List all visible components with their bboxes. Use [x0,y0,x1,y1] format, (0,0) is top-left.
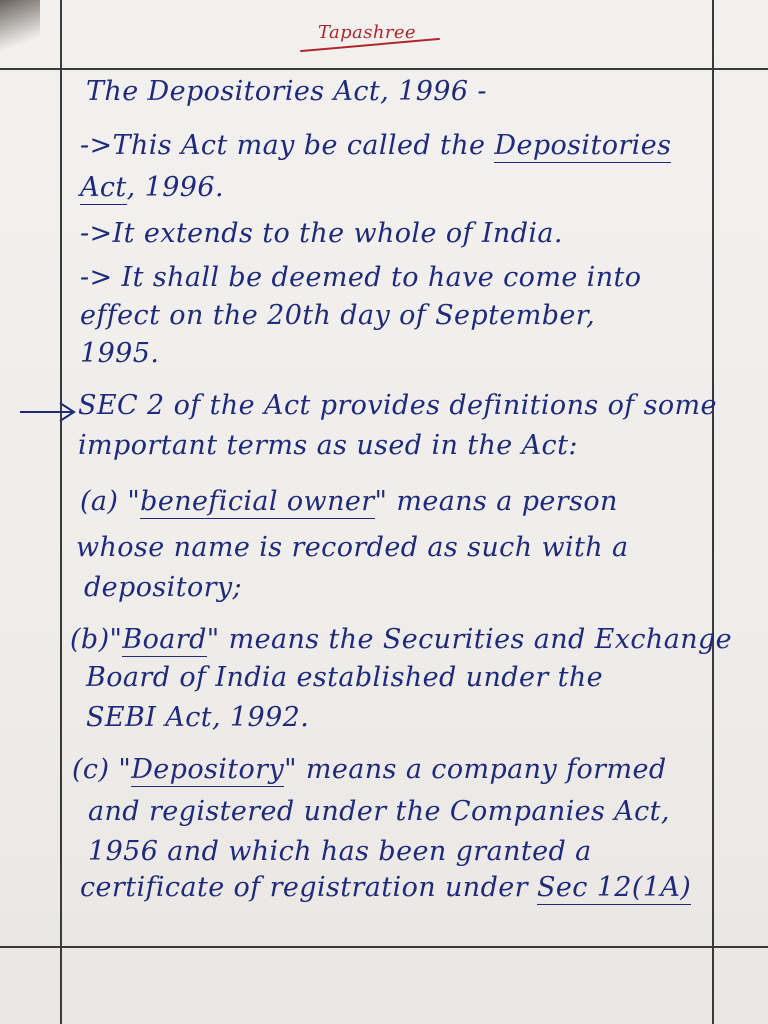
text-line: SEC 2 of the Act provides definitions of some [78,390,717,421]
text-line: Board of India established under the [86,662,604,693]
text-line [80,872,691,903]
text-line: SEBI Act, 1992. [86,702,310,733]
underlined-text: Depository [131,754,285,785]
text-line: effect on the 20th day of September, [80,300,596,331]
right-margin-line [712,0,714,1024]
heading-line: The Depositories Act, 1996 - [86,76,487,107]
text-line [80,130,671,161]
underlined-text: Depositories [494,130,672,161]
underlined-text: Board [122,624,207,655]
text-line [80,172,224,203]
text-line: and registered under the Companies Act, [88,796,670,827]
text-line: depository; [84,572,243,603]
text-span: ->This Act may be called the [80,130,495,161]
text-span: certificate of registration under [80,872,537,903]
bottom-margin-line [0,946,768,948]
left-margin-line [60,0,62,1024]
text-line: ->It extends to the whole of India. [80,218,563,249]
underlined-text: beneficial owner [140,486,375,517]
text-line: important terms as used in the Act: [78,430,578,461]
text-span: (a) " [80,486,141,517]
definition-a [80,486,618,517]
underlined-text: Act [80,172,127,203]
text-span: (b)" [70,624,123,655]
arrow-right-icon [18,400,78,424]
text-line: -> It shall be deemed to have come into [80,262,642,293]
text-span: " means the Securities and Exchange [206,624,733,655]
page-shadow [0,0,40,60]
text-span: " means a person [374,486,618,517]
text-line: whose name is recorded as such with a [76,532,629,563]
text-span: " means a company formed [284,754,667,785]
definition-c [72,754,667,785]
top-margin-line [0,68,768,70]
text-span: , 1996. [126,172,224,203]
signature: Tapashree [318,22,416,43]
text-line: 1956 and which has been granted a [88,836,592,867]
text-line: 1995. [80,338,160,369]
underlined-text: Sec 12(1A) [536,872,692,903]
definition-b [70,624,732,655]
text-span: (c) " [72,754,132,785]
